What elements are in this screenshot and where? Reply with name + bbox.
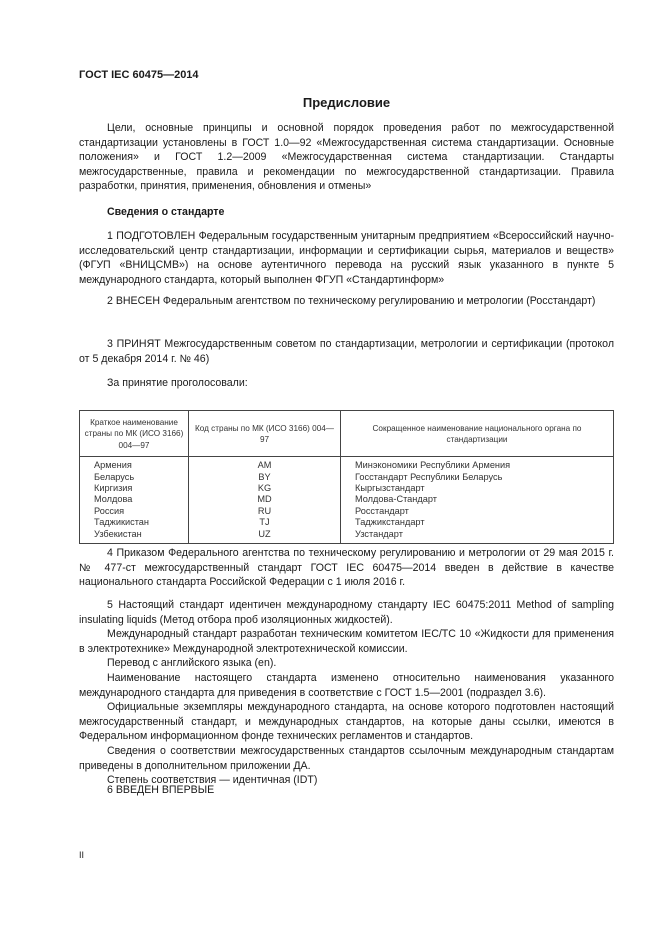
country-code-cell: KG (189, 483, 341, 494)
table-row (80, 494, 614, 505)
voting-table (79, 410, 614, 544)
column-header: Код страны по МК (ИСО 3166) 004—97 (189, 411, 341, 457)
voted-text: За принятие проголосовали: (107, 377, 248, 389)
document-header: ГОСТ IEC 60475—2014 (79, 69, 199, 81)
item-3 (79, 337, 614, 366)
country-name-cell: Киргизия (80, 483, 189, 494)
table-row (80, 517, 614, 528)
table-row (80, 506, 614, 517)
table-row (80, 529, 614, 544)
standards-body-cell: Минэкономики Республики Армения (341, 457, 614, 472)
item-2 (79, 294, 614, 309)
page-title: Предисловие (302, 95, 391, 110)
intro-paragraph (79, 121, 614, 194)
item-5-text: 5 Настоящий стандарт идентичен международному стандарту IEC 60475:2011 Method of sampling insulating liquids (Метод отбора проб изоляционных жидкостей). (79, 599, 614, 626)
country-name-cell: Молдова (80, 494, 189, 505)
country-name-cell: Беларусь (80, 472, 189, 483)
item-5-official-copies: Официальные экземпляры международного стандарта, на основе которого подготовлен настоящий межгосударственный стандарт, и международных стандартов, на которые даны ссылки, имеются в Федеральном информационном фонде технических регламентов и стандартов. (79, 701, 614, 743)
page-number: II (79, 850, 85, 860)
standards-body-cell: Узстандарт (341, 529, 614, 544)
item-2-text: 2 ВНЕСЕН Федеральным агентством по техническому регулированию и метрологии (Росстандарт) (107, 295, 596, 307)
table-row (80, 483, 614, 494)
standards-body-cell: Госстандарт Республики Беларусь (341, 472, 614, 483)
item-5 (79, 598, 614, 788)
country-code-cell: AM (189, 457, 341, 472)
item-5-correspondence: Сведения о соответствии межгосударственных стандартов ссылочным международным стандартам приведены в дополнительном приложении ДА. (79, 744, 614, 772)
country-code-cell: UZ (189, 529, 341, 544)
item-5-committee: Международный стандарт разработан техническим комитетом IEC/TC 10 «Жидкости для применения в электротехнике» Международной электротехнической комиссии. (79, 628, 614, 655)
table-row (80, 457, 614, 472)
item-6-text: 6 ВВЕДЕН ВПЕРВЫЕ (107, 784, 215, 796)
country-name-cell: Армения (80, 457, 189, 472)
item-1 (79, 229, 614, 287)
item-5-degree: Степень соответствия — идентичная (IDT) (107, 774, 318, 787)
item-3-text: 3 ПРИНЯТ Межгосударственным советом по стандартизации, метрологии и сертификации (протокол от 5 декабря 2014 г. № 46) (79, 338, 614, 365)
item-4 (79, 546, 614, 590)
column-header: Сокращенное наименование национального органа по стандартизации (341, 411, 614, 457)
country-code-cell: TJ (189, 517, 341, 528)
voted-label (79, 376, 614, 391)
standards-body-cell: Кыргызстандарт (341, 483, 614, 494)
standards-body-cell: Таджикстандарт (341, 517, 614, 528)
country-code-cell: RU (189, 506, 341, 517)
intro-text: Цели, основные принципы и основной порядок проведения работ по межгосударственной стандартизации установлены в ГОСТ 1.0—92 «Межгосударственная система стандартизации. Основные положения» и ГОСТ 1.2—2009 «Межгосударственная система стандартизации. Стандарты межгосударственные, правила и рекомендации по межгосударственной стандартизации. Правила разработки, принятия, применения, обновления и отмены» (79, 122, 614, 193)
standards-body-cell: Молдова-Стандарт (341, 494, 614, 505)
item-4-text: 4 Приказом Федерального агентства по техническому регулированию и метрологии от 29 мая 2015 г. № 477-ст межгосударственный стандарт ГОСТ IEC 60475—2014 введен в действие в качестве национального стандарта Российской Федерации с 1 июля 2016 г. (79, 547, 614, 589)
standards-body-cell: Росстандарт (341, 506, 614, 517)
country-code-cell: MD (189, 494, 341, 505)
section-heading: Сведения о стандарте (107, 206, 225, 218)
item-5-name-change: Наименование настоящего стандарта изменено относительно наименования указанного международного стандарта для приведения в соответствие с ГОСТ 1.5—2001 (подраздел 3.6). (79, 671, 614, 699)
country-name-cell: Таджикистан (80, 517, 189, 528)
item-6 (79, 783, 614, 798)
country-name-cell: Узбекистан (80, 529, 189, 544)
table-row (80, 472, 614, 483)
country-name-cell: Россия (80, 506, 189, 517)
country-code-cell: BY (189, 472, 341, 483)
table-header-row (80, 411, 614, 457)
item-1-text: 1 ПОДГОТОВЛЕН Федеральным государственным унитарным предприятием «Всероссийский научно-исследовательский центр стандартизации, информации и сертификации сырья, материалов и веществ» (ФГУП «ВНИЦСМВ») на основе аутентичного перевода на русский язык указанного в пункте 5 международного стандарта, который выполнен ФГУП «Стандартинформ» (79, 230, 614, 286)
column-header: Краткое наименование страны по МК (ИСО 3166) 004—97 (80, 411, 189, 457)
item-5-translation: Перевод с английского языка (en). (107, 657, 277, 670)
